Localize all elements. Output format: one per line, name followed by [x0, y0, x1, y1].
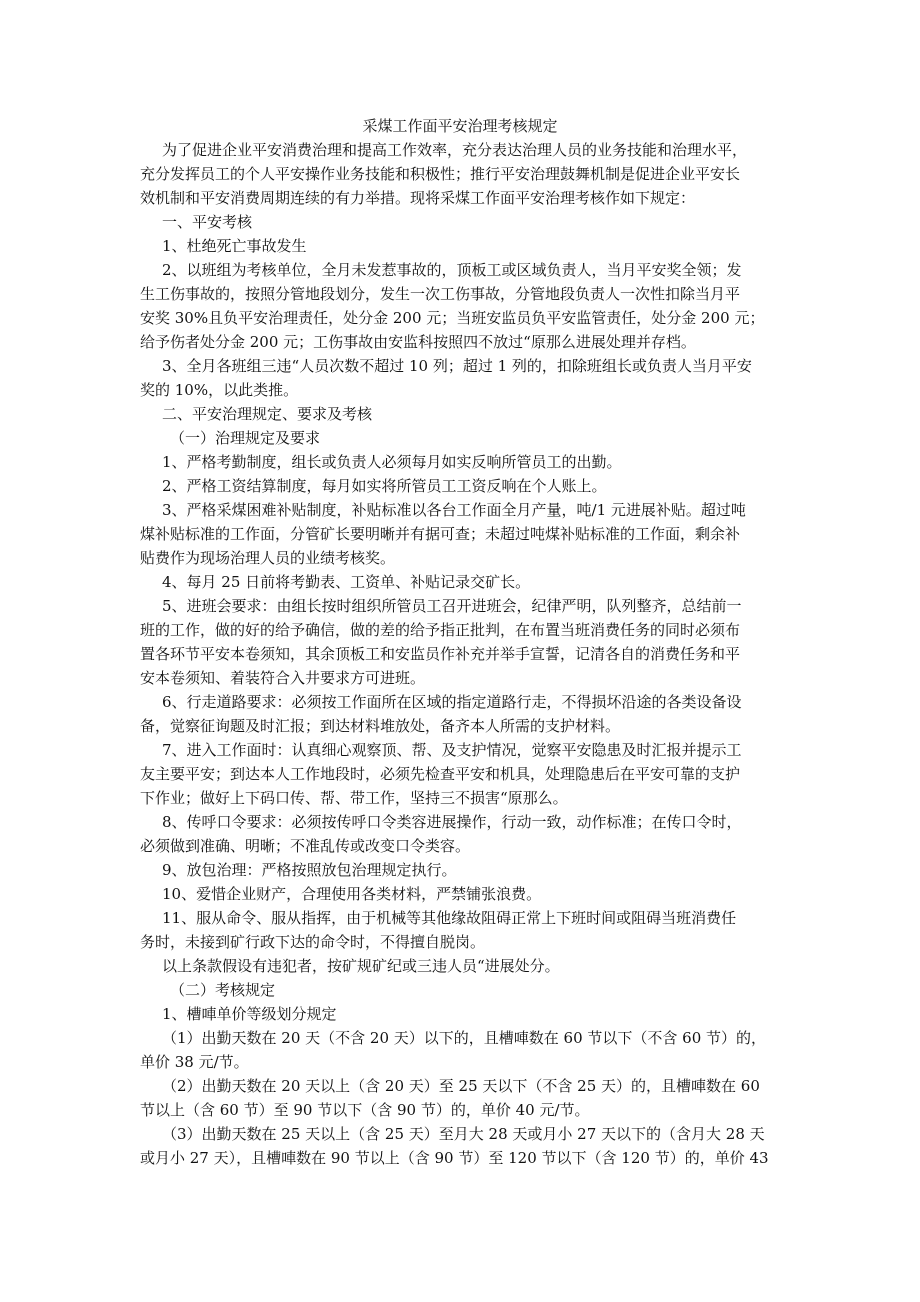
text-line: 8、传呼口令要求：必须按传呼口令类容进展操作，行动一致，动作标准；在传口令时，: [162, 813, 742, 831]
text-line: （3）出勤天数在 25 天以上（含 25 天）至月大 28 天或月小 27 天以下的（含月大 28 天: [162, 1125, 765, 1143]
text-line: 1、槽唓单价等级划分规定: [162, 1005, 337, 1023]
document-title: 采煤工作面平安治理考核规定: [362, 117, 558, 135]
text-line: 3、严格采煤困难补贴制度，补贴标准以各台工作面全月产量，吨/1 元进展补贴。超过吨: [162, 501, 746, 519]
section-heading: 一、平安考核: [162, 213, 253, 231]
text-line: 安奖 30%且负平安治理责任，处分金 200 元；当班安监员负平安监管责任，处分金 200 元；: [140, 309, 765, 327]
text-line: 务时，未接到矿行政下达的命令时，不得擅自脱岗。: [140, 933, 486, 951]
text-line: 节以上（含 60 节）至 90 节以下（含 90 节）的，单价 40 元/节。: [140, 1101, 590, 1119]
text-line: 效机制和平安消费周期连续的有力举措。现将采煤工作面平安治理考核作如下规定：: [140, 189, 696, 207]
subsection-heading: （二）考核规定: [170, 981, 276, 999]
text-line: 煤补贴标准的工作面，分管矿长要明晰并有据可查；未超过吨煤补贴标准的工作面，剩余补: [140, 525, 741, 543]
text-line: （2）出勤天数在 20 天以上（含 20 天）至 25 天以下（不含 25 天）的，且槽唓数在 60: [162, 1077, 760, 1095]
text-line: 4、每月 25 日前将考勤表、工资单、补贴记录交矿长。: [162, 573, 531, 591]
text-line: 友主要平安；到达本人工作地段时，必须先检查平安和机具，处理隐患后在平安可靠的支护: [140, 765, 741, 783]
text-line: 10、爱惜企业财产，合理使用各类材料，严禁铺张浪费。: [162, 885, 542, 903]
text-line: 7、进入工作面时：认真细心观察顶、帮、及支护情况，觉察平安隐患及时汇报并提示工: [162, 741, 742, 759]
text-line: 备，觉察征询题及时汇报；到达材料堆放处，备齐本人所需的支护材料。: [140, 717, 621, 735]
text-line: 充分发挥员工的个人平安操作业务技能和积极性；推行平安治理鼓舞机制是促进企业平安长: [140, 165, 741, 183]
text-line: 11、服从命令、服从指挥，由于机械等其他缘故阻碍正常上下班时间或阻碍当班消费任: [162, 909, 737, 927]
text-line: （1）出勤天数在 20 天（不含 20 天）以下的，且槽唓数在 60 节以下（不含 60 节）的，: [162, 1029, 767, 1047]
text-line: 2、严格工资结算制度，每月如实将所管员工工资反响在个人账上。: [162, 477, 607, 495]
text-line: 5、进班会要求：由组长按时组织所管员工召开进班会，纪律严明，队列整齐，总结前一: [162, 597, 742, 615]
text-line: 生工伤事故的，按照分管地段划分，发生一次工伤事故，分管地段负责人一次性扣除当月平: [140, 285, 741, 303]
text-line: 为了促进企业平安消费治理和提高工作效率，充分表达治理人员的业务技能和治理水平，: [162, 141, 748, 159]
text-line: 置各环节平安本卷须知，其余顶板工和安监员作补充并举手宣誓，记清各自的消费任务和平: [140, 645, 741, 663]
text-line: 以上条款假设有违犯者，按矿规矿纪或三违人员“进展处分。: [162, 957, 560, 975]
text-line: 班的工作，做的好的给予确信，做的差的给予指正批判，在布置当班消费任务的同时必须布: [140, 621, 741, 639]
text-line: 6、行走道路要求：必须按工作面所在区域的指定道路行走，不得损坏沿途的各类设备设: [162, 693, 742, 711]
text-line: 安本卷须知、着装符合入井要求方可进班。: [140, 669, 426, 687]
text-line: 3、全月各班组三违“人员次数不超过 10 列；超过 1 列的，扣除班组长或负责人当月平安: [162, 357, 752, 375]
text-line: 给予伤者处分金 200 元；工伤事故由安监科按照四不放过“原那么进展处理并存档。: [140, 333, 696, 351]
section-heading: 二、平安治理规定、要求及考核: [162, 405, 373, 423]
text-line: 下作业；做好上下码口传、帮、带工作，坚持三不损害“原那么。: [140, 789, 568, 807]
text-line: 或月小 27 天），且槽唓数在 90 节以上（含 90 节）至 120 节以下（含 120 节）的，单价 43: [140, 1149, 769, 1167]
text-line: 奖的 10%，以此类推。: [140, 381, 299, 399]
text-line: 9、放包治理：严格按照放包治理规定执行。: [162, 861, 457, 879]
text-line: 单价 38 元/节。: [140, 1053, 249, 1071]
text-line: 1、严格考勤制度，组长或负责人必须每月如实反响所管员工的出勤。: [162, 453, 622, 471]
subsection-heading: （一）治理规定及要求: [170, 429, 321, 447]
text-line: 1、杜绝死亡事故发生: [162, 237, 307, 255]
text-line: 2、以班组为考核单位，全月未发惹事故的，顶板工或区域负责人，当月平安奖全领；发: [162, 261, 742, 279]
text-line: 必须做到准确、明晰；不准乱传或改变口令类容。: [140, 837, 471, 855]
text-line: 贴费作为现场治理人员的业绩考核奖。: [140, 549, 396, 567]
